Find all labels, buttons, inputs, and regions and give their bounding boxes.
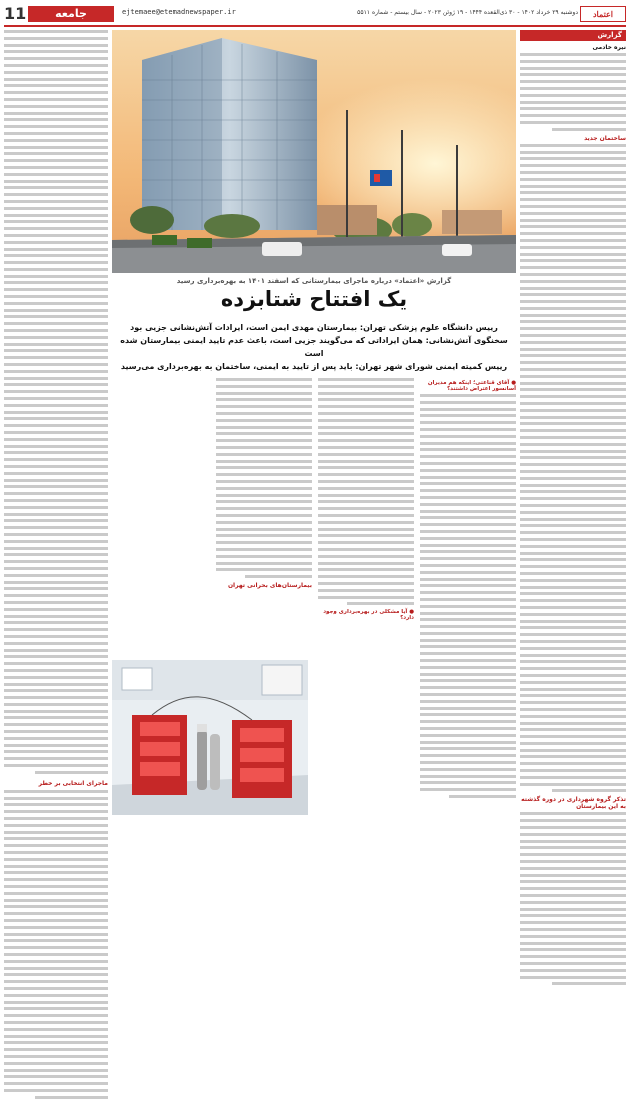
section-email: ejtemaee@etemadnewspaper.ir [122, 8, 236, 16]
report-tag: گزارش [520, 30, 626, 41]
body-question-2: ● آیا مشکلی در بهره‌برداری وجود دارد؟ [323, 609, 414, 622]
left-column [4, 30, 108, 816]
hospital-interior-photo [112, 660, 308, 815]
page-header [4, 4, 626, 24]
newspaper-logo: اعتماد [580, 6, 626, 22]
report-text-3 [520, 812, 626, 985]
section-label: جامعه [28, 6, 114, 22]
report-text-2 [520, 144, 626, 793]
report-subhead-2: تذکر گروه شهرداری در دوره گذشته به این بیمارستان [521, 796, 626, 811]
body-question-1: ● آقای قناعتی؛ اینکه هم مدیران آسانسور اعتراض داشتند؟ [427, 380, 516, 392]
report-column [520, 30, 626, 816]
body-column-1 [420, 378, 516, 816]
article-kicker: گزارش «اعتماد» درباره ماجرای بیمارستانی که اسفند ۱۴۰۱ به بهره‌برداری رسید [176, 277, 452, 285]
issue-dateline: دوشنبه ۲۹ خرداد ۱۴۰۲ - ۳۰ ذی‌القعده ۱۴۴۴ - ۱۹ ژوئن ۲۰۲۳ - سال بیستم - شماره ۵۵۱۱ [357, 9, 578, 16]
page-number: 11 [4, 4, 27, 23]
header-rule [4, 25, 626, 27]
left-subhead: ماجرای انتخابی بر خطر [38, 779, 108, 787]
article-headline: یک افتتاح شتابزده [220, 287, 408, 311]
left-text-1 [4, 30, 108, 774]
report-text-1 [520, 53, 626, 131]
article-deck [112, 321, 516, 373]
report-subhead-1: ساختمان جدید [584, 134, 626, 142]
box-heading: بیمارستان‌های بحرانی تهران [227, 581, 312, 589]
deck-line-2: سخنگوی آتش‌نشانی: همان ایراداتی که می‌گویند جزیی است، باعث عدم تایید ایمنی بیمارستان شده است [120, 336, 508, 358]
left-text-2 [4, 790, 108, 1099]
deck-line-3: رییس کمیته ایمنی شورای شهر تهران: باید پس از تایید به ایمنی، ساختمان به بهره‌برداری می‌رسید [120, 362, 508, 371]
hospital-building-photo [112, 30, 516, 273]
deck-line-1: رییس دانشگاه علوم پزشکی تهران: بیمارستان مهدی ایمن است، ایرادات آتش‌نشانی جزیی بود [130, 323, 498, 332]
body-column-2 [318, 378, 414, 816]
report-byline: نیره خادمی [592, 44, 626, 51]
